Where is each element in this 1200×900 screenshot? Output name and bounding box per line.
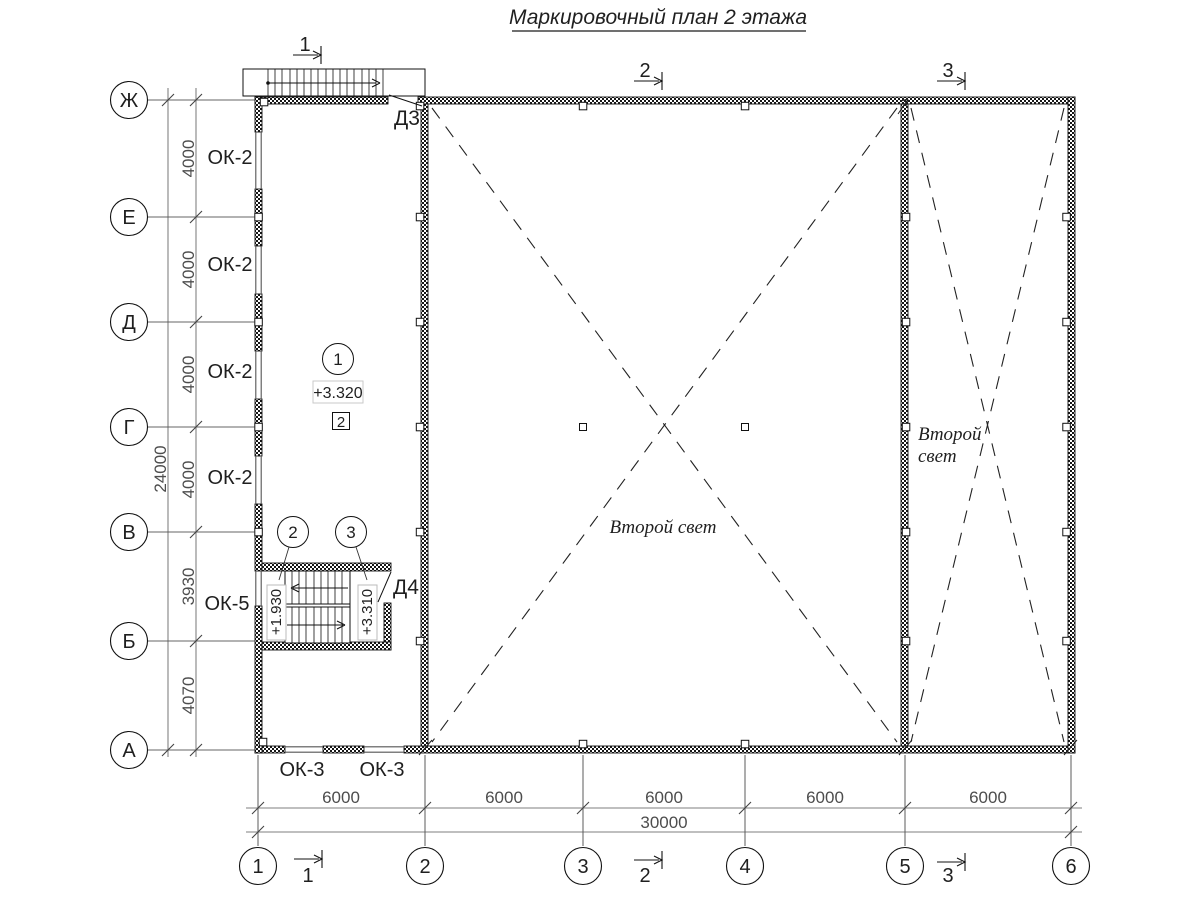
second-light-center-label: Второй свет [609, 517, 717, 538]
stair-mark-text-3: 3 [346, 523, 356, 542]
internal-stair [285, 571, 350, 643]
axis-label-3: 3 [577, 856, 589, 878]
bottom-wall-main [404, 746, 1075, 753]
dim-col-total: 30000 [640, 813, 688, 832]
section-1-bottom-label: 1 [302, 865, 314, 887]
free-column-grid3-g [580, 424, 587, 431]
dim-col-3: 6000 [645, 788, 683, 807]
section-3-top-label: 3 [942, 60, 954, 82]
ok2-label-4: ОК-2 [207, 467, 253, 489]
axis-label-e: Е [122, 207, 136, 229]
section-1-top-label: 1 [299, 34, 311, 56]
row-axis-labels [120, 90, 139, 762]
room-square-mark-text: 2 [336, 414, 346, 431]
left-dimensions [162, 88, 202, 757]
axis-label-b: Б [122, 631, 136, 653]
dim-row-total: 24000 [151, 445, 170, 493]
door-d3-leaf [389, 95, 422, 106]
left-dim-lines [168, 88, 196, 757]
axis-label-6: 6 [1065, 856, 1077, 878]
second-light-right-label-line1: Второй [918, 424, 982, 445]
dim-row-1: 4000 [179, 139, 198, 178]
window-glazing-lines [256, 132, 404, 752]
drawing-title: Маркировочный план 2 этажа [508, 6, 808, 29]
dim-row-5: 3930 [179, 567, 198, 606]
axis-label-zh: Ж [119, 90, 139, 112]
free-column-grid4-g [742, 424, 749, 431]
left-wall-pier-v [255, 504, 262, 571]
ok3-label-2: ОК-3 [359, 759, 405, 781]
row-axis-lines [148, 100, 255, 750]
door-d3-label: Д3 [394, 107, 420, 130]
door-d4-label: Д4 [393, 576, 419, 599]
axis-label-1: 1 [252, 856, 264, 878]
stair-mark-text-2: 2 [288, 523, 298, 542]
room-elevation-text: +3.320 [313, 385, 363, 402]
dim-col-1: 6000 [322, 788, 360, 807]
axis-label-d: Д [122, 312, 136, 334]
section-2-top-label: 2 [639, 60, 651, 82]
dim-col-2: 6000 [485, 788, 523, 807]
axis-label-2: 2 [419, 856, 431, 878]
axis-label-4: 4 [739, 856, 751, 878]
axis-label-5: 5 [899, 856, 911, 878]
dim-row-2: 4000 [179, 250, 198, 289]
second-light-right-label-line2: свет [918, 446, 957, 467]
axis-label-g: Г [123, 417, 135, 439]
window-mark-labels [205, 107, 420, 781]
left-wall-lower [255, 606, 262, 753]
dim-col-4: 6000 [806, 788, 844, 807]
axis-label-a: А [122, 740, 136, 762]
stair-elevation-text-1930: +1.930 [268, 588, 285, 636]
section-3-bottom-label: 3 [942, 865, 954, 887]
dim-row-6: 4070 [179, 676, 198, 715]
room-number-text: 1 [333, 350, 343, 369]
stair-elevation-text-3310: +3.310 [359, 588, 376, 636]
door-d4-leaf [378, 572, 391, 602]
top-wall-left-segment [255, 97, 388, 104]
ok5-label: ОК-5 [204, 593, 250, 615]
ok2-label-1: ОК-2 [207, 147, 253, 169]
dim-row-3: 4000 [179, 355, 198, 394]
ok2-label-3: ОК-2 [207, 361, 253, 383]
dim-col-5: 6000 [969, 788, 1007, 807]
bottom-wall-pier-2 [323, 746, 364, 753]
section-2-bottom-label: 2 [639, 865, 651, 887]
axis-label-v: В [122, 522, 136, 544]
stair-wall-top [262, 563, 391, 571]
section-marks-bottom-labels [302, 865, 953, 887]
external-stair [243, 69, 425, 96]
ok3-label-1: ОК-3 [279, 759, 325, 781]
section-marks-bottom [294, 850, 965, 871]
room-annotations [313, 344, 363, 432]
dim-row-4: 4000 [179, 460, 198, 499]
ok2-label-2: ОК-2 [207, 254, 253, 276]
